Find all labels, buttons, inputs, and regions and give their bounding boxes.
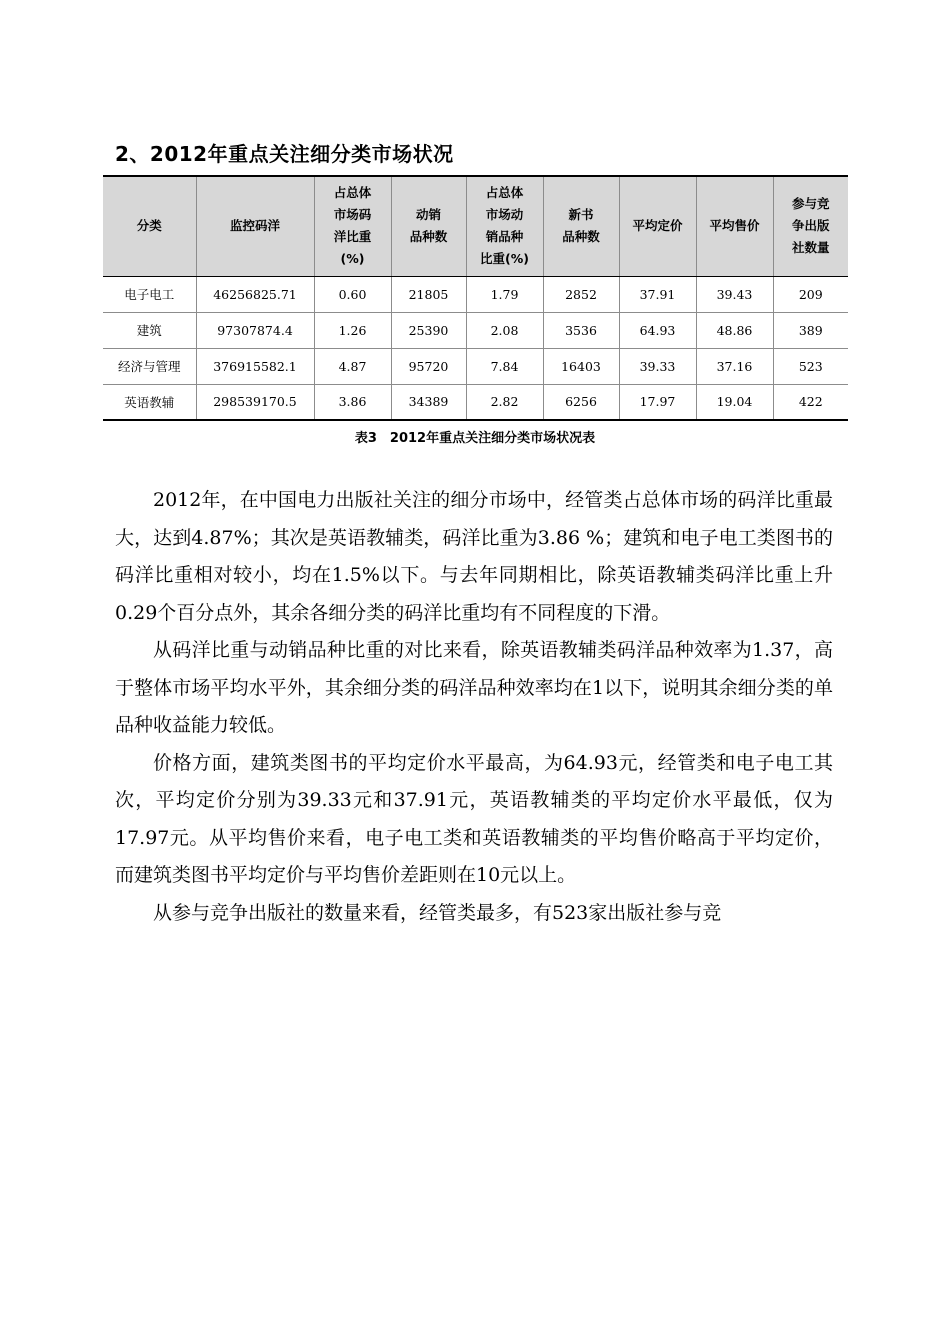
table-row	[103, 312, 848, 348]
paragraph: 从参与竞争出版社的数量来看，经管类最多，有523家出版社参与竞	[153, 901, 722, 924]
table-cell: 37.91	[619, 276, 696, 312]
table-row	[103, 276, 848, 312]
table-cell: 1.26	[314, 312, 391, 348]
table-cell: 21805	[391, 276, 466, 312]
table-cell: 建筑	[103, 312, 196, 348]
table-cell: 4.87	[314, 348, 391, 384]
table-cell: 376915582.1	[196, 348, 314, 384]
header-category: 分类	[103, 176, 196, 276]
paragraph: 价格方面，建筑类图书的平均定价水平最高，为64.93元，经管类和电子电工其次，平均定价分别为39.33元和37.91元，英语教辅类的平均定价水平最低，仅为17.97元。从平均售价来看，电子电工类和英语教辅类的平均售价略高于平均定价，而建筑类图书平均定价与平均售价差距则在10元以上。	[115, 751, 833, 886]
table-cell: 16403	[543, 348, 619, 384]
table-cell: 6256	[543, 384, 619, 420]
table-cell: 37.16	[696, 348, 773, 384]
header-active-titles: 动销 品种数	[391, 176, 466, 276]
header-avg-list-price: 平均定价	[619, 176, 696, 276]
table-cell: 2.82	[466, 384, 543, 420]
table-cell: 1.79	[466, 276, 543, 312]
table-cell: 3536	[543, 312, 619, 348]
table-cell: 2852	[543, 276, 619, 312]
table-cell: 7.84	[466, 348, 543, 384]
table-cell: 48.86	[696, 312, 773, 348]
table-cell: 523	[773, 348, 848, 384]
table-cell: 2.08	[466, 312, 543, 348]
table-cell: 19.04	[696, 384, 773, 420]
table-cell: 34389	[391, 384, 466, 420]
table-row	[103, 384, 848, 420]
market-table	[103, 175, 848, 421]
header-avg-sale-price: 平均售价	[696, 176, 773, 276]
paragraph: 2012年，在中国电力出版社关注的细分市场中，经管类占总体市场的码洋比重最大，达到4.87%；其次是英语教辅类，码洋比重为3.86 %；建筑和电子电工类图书的码洋比重相对较小，均在1.5%以下。与去年同期相比，除英语教辅类码洋比重上升0.29个百分点外，其余各细分类的码洋比重均有不同程度的下滑。	[115, 489, 833, 624]
body-text	[115, 482, 833, 932]
table-cell: 64.93	[619, 312, 696, 348]
header-active-titles-share: 占总体 市场动 销品种 比重(%)	[466, 176, 543, 276]
table-cell: 17.97	[619, 384, 696, 420]
table-cell: 209	[773, 276, 848, 312]
table-header-row	[103, 176, 848, 276]
table-cell: 422	[798, 394, 823, 410]
table-cell: 97307874.4	[196, 312, 314, 348]
table-cell: 25390	[391, 312, 466, 348]
market-table-container	[103, 175, 848, 421]
table-cell: 298539170.5	[196, 384, 314, 420]
table-cell: 39.43	[696, 276, 773, 312]
header-new-titles: 新书 品种数	[543, 176, 619, 276]
table-cell: 英语教辅	[103, 384, 196, 420]
section-heading: 2、2012年重点关注细分类市场状况	[115, 142, 454, 166]
table-cell: 3.86	[314, 384, 391, 420]
table-cell: 95720	[391, 348, 466, 384]
table-cell: 39.33	[619, 348, 696, 384]
table-cell: 389	[773, 312, 848, 348]
header-value-share: 占总体 市场码 洋比重 (%)	[314, 176, 391, 276]
table-cell: 经济与管理	[103, 348, 196, 384]
table-cell: 0.60	[314, 276, 391, 312]
table-cell: 电子电工	[103, 276, 196, 312]
header-publisher-count: 参与竞 争出版 社数量	[773, 176, 848, 276]
paragraph: 从码洋比重与动销品种比重的对比来看，除英语教辅类码洋品种效率为1.37，高于整体市场平均水平外，其余细分类的码洋品种效率均在1以下，说明其余细分类的单品种收益能力较低。	[115, 639, 833, 736]
table-cell: 46256825.71	[196, 276, 314, 312]
header-monitored-value: 监控码洋	[196, 176, 314, 276]
table-caption: 表3 2012年重点关注细分类市场状况表	[354, 431, 596, 446]
table-row	[103, 348, 848, 384]
